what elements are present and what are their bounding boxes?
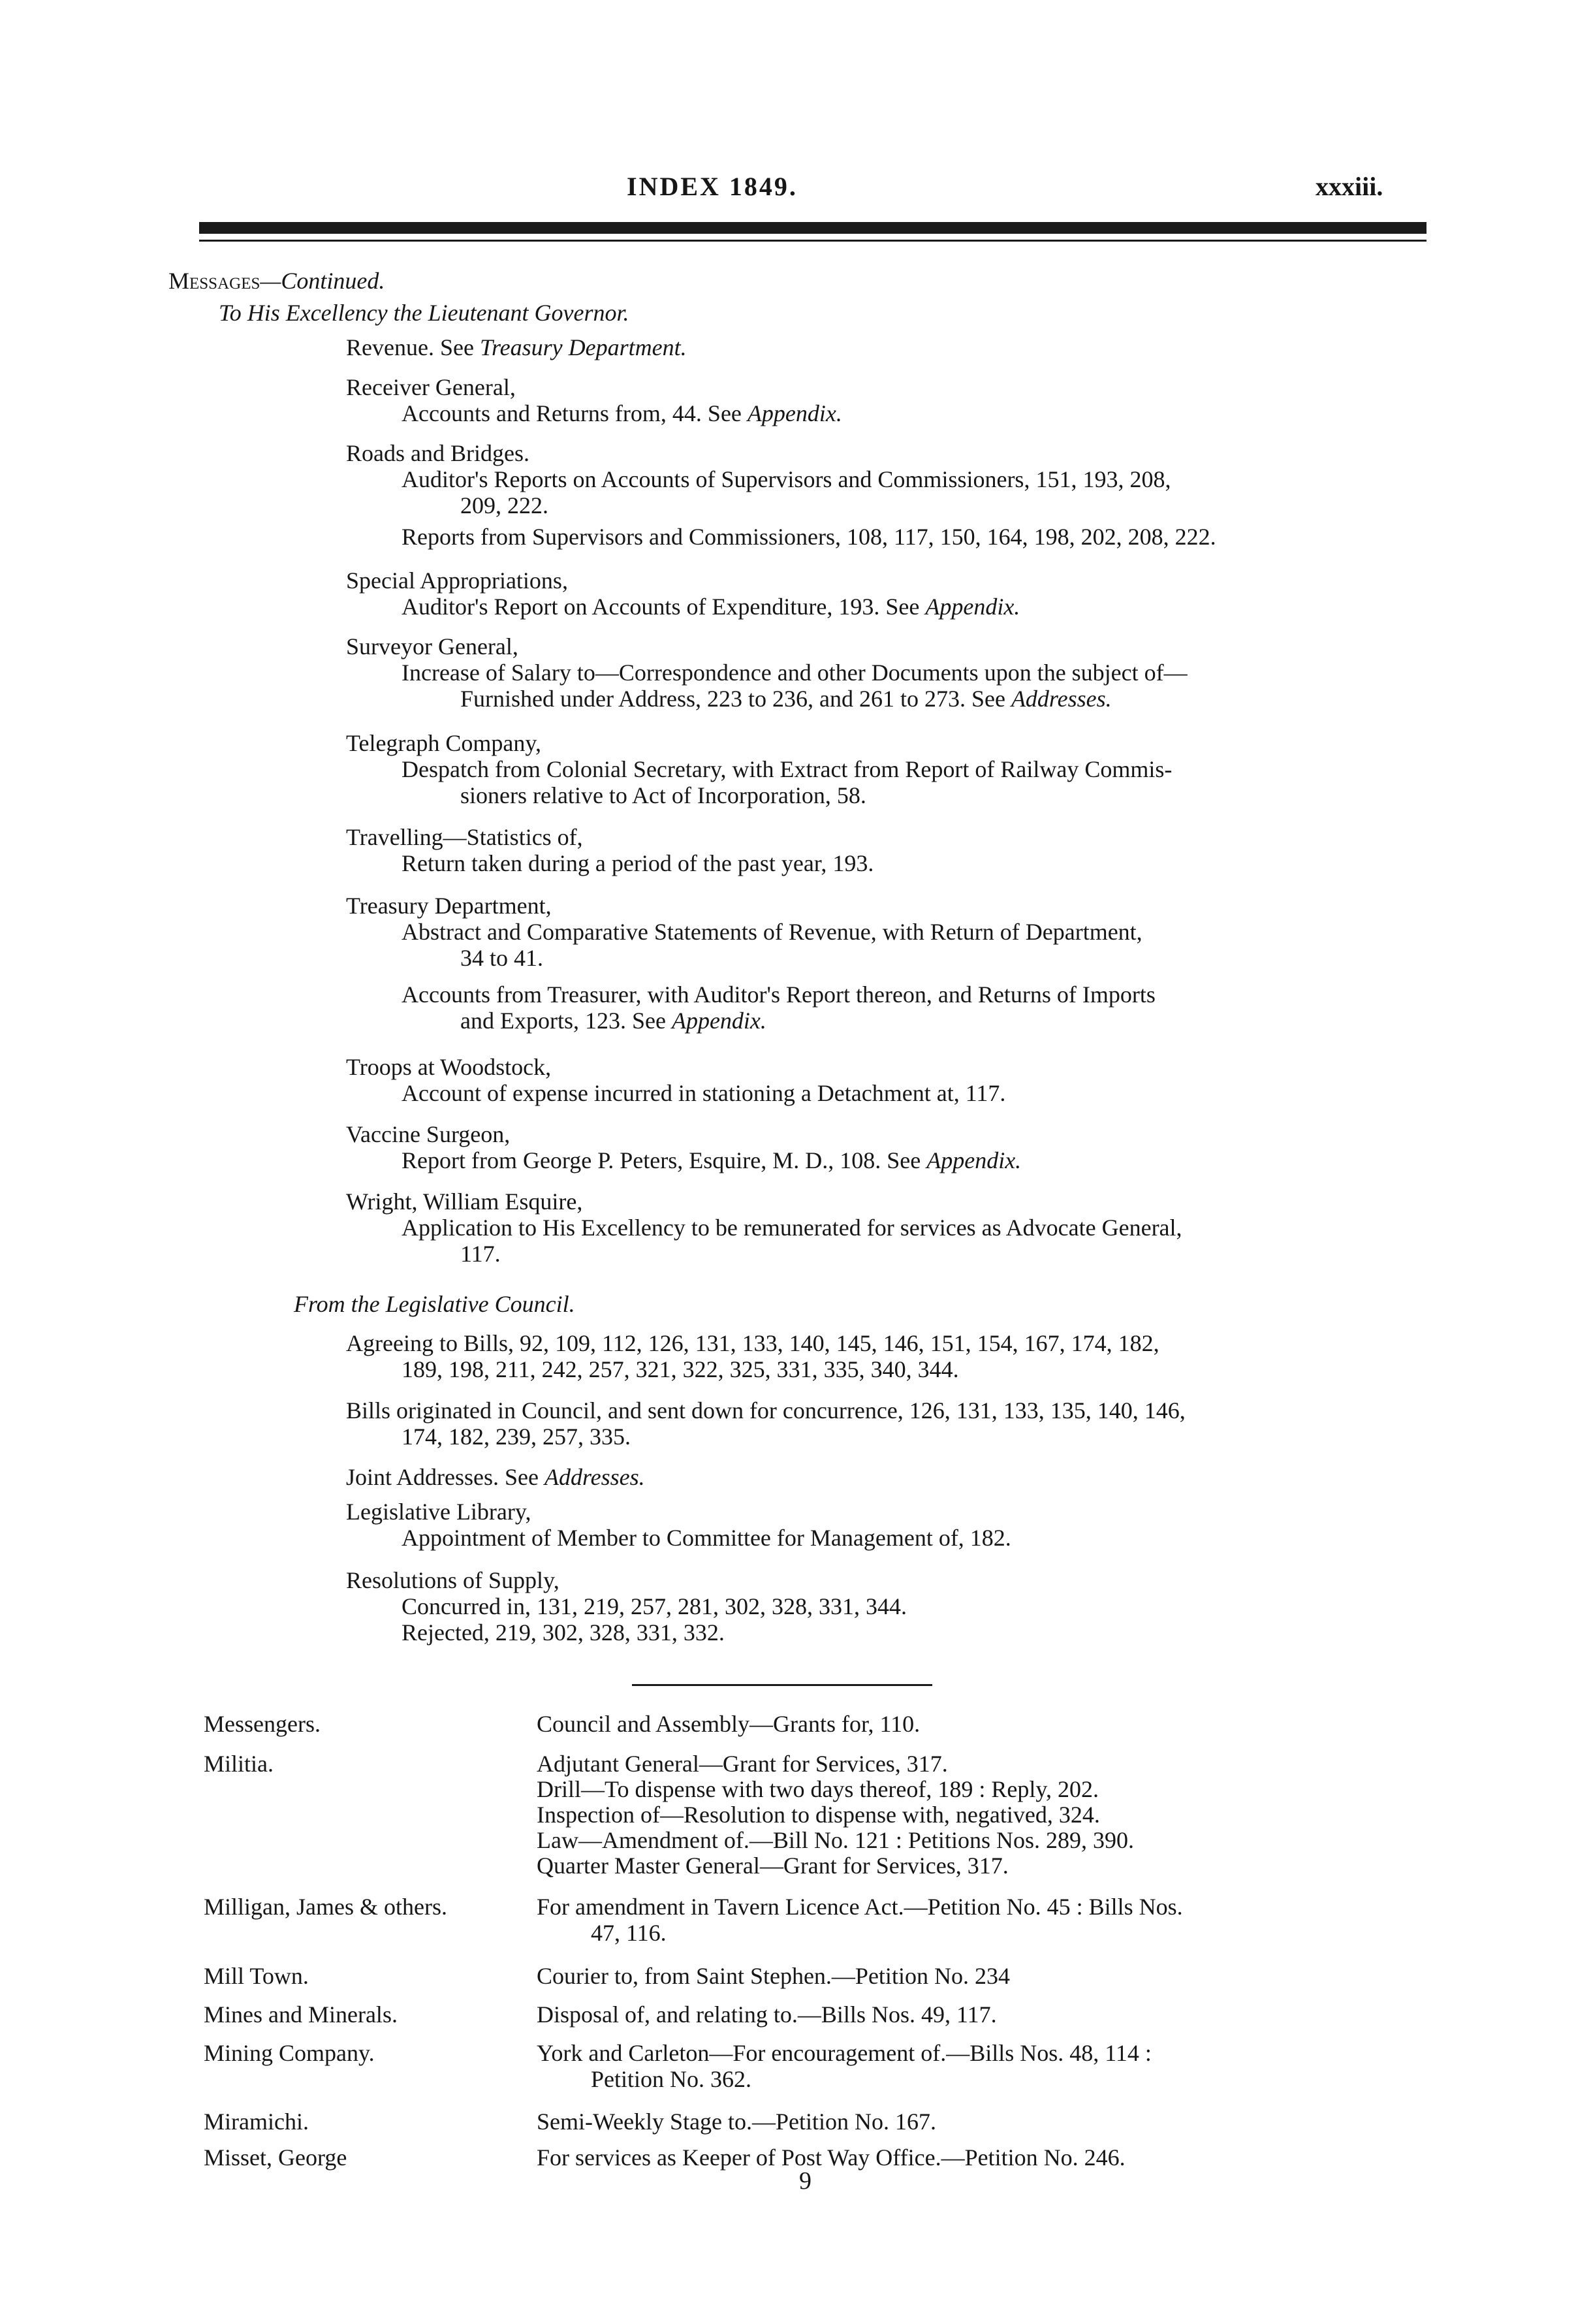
index-key: Misset, George xyxy=(204,2144,347,2171)
entry-line-continued: 117. xyxy=(460,1241,501,1267)
entry-line xyxy=(402,1147,1021,1173)
index-line: Quarter Master General—Grant for Services, 317. xyxy=(537,1853,1009,1879)
index-line: Courier to, from Saint Stephen.—Petition No. 234 xyxy=(537,1963,1010,1989)
entry-line: Accounts from Treasurer, with Auditor's Report thereon, and Returns of Imports xyxy=(402,981,1156,1008)
entry-title: Roads and Bridges. xyxy=(346,440,529,466)
entry-line-continued: 34 to 41. xyxy=(460,945,544,971)
index-line: For amendment in Tavern Licence Act.—Petition No. 45 : Bills Nos. xyxy=(537,1894,1183,1920)
index-key: Mining Company. xyxy=(204,2040,375,2066)
council-bills-line: Bills originated in Council, and sent down for concurrence, 126, 131, 133, 135, 140, 146, xyxy=(346,1397,1186,1424)
entry-line: Reports from Supervisors and Commissioners, 108, 117, 150, 164, 198, 202, 208, 222. xyxy=(402,524,1216,550)
index-key: Messengers. xyxy=(204,1711,321,1737)
roman-page-number: xxxiii. xyxy=(1316,172,1383,201)
entry-line-continued: 209, 222. xyxy=(460,492,548,518)
section-heading xyxy=(168,268,385,294)
entry-line: Application to His Excellency to be remunerated for services as Advocate General, xyxy=(402,1215,1182,1241)
running-title: INDEX 1849. xyxy=(627,172,798,201)
entry-line: Despatch from Colonial Secretary, with Extract from Report of Railway Commis- xyxy=(402,756,1173,782)
entry-line: Abstract and Comparative Statements of Revenue, with Return of Department, xyxy=(402,919,1143,945)
index-line-continued: Petition No. 362. xyxy=(591,2066,752,2092)
see-reference: Addresses. xyxy=(1011,686,1112,712)
see-reference: Appendix. xyxy=(747,400,842,426)
see-word: See xyxy=(707,400,742,426)
see-word: See xyxy=(439,334,474,360)
entry-text: Auditor's Report on Accounts of Expenditure, 193. xyxy=(402,594,880,620)
subheading-to-governor: To His Excellency the Lieutenant Governor. xyxy=(219,300,629,326)
entry-text: Joint Addresses. xyxy=(346,1464,499,1490)
index-line: York and Carleton—For encouragement of.—Bills Nos. 48, 114 : xyxy=(537,2040,1152,2066)
subheading-legislative-council: From the Legislative Council. xyxy=(294,1291,575,1317)
council-bills-continued: 174, 182, 239, 257, 335. xyxy=(402,1424,631,1450)
entry-text: Furnished under Address, 223 to 236, and 261 to 273. xyxy=(460,686,966,712)
section-heading-prefix: Messages xyxy=(168,268,260,294)
entry-line xyxy=(402,400,842,426)
index-line: Council and Assembly—Grants for, 110. xyxy=(537,1711,921,1737)
index-line: Inspection of—Resolution to dispense with, negatived, 324. xyxy=(537,1802,1100,1828)
index-line: Disposal of, and relating to.—Bills Nos. 49, 117. xyxy=(537,2001,997,2028)
entry-line-continued xyxy=(460,686,1112,712)
index-line-continued: 47, 116. xyxy=(591,1920,667,1946)
entry-line: Appointment of Member to Committee for Management of, 182. xyxy=(402,1525,1011,1551)
see-word: See xyxy=(505,1464,539,1490)
entry-text: Accounts and Returns from, 44. xyxy=(402,400,702,426)
entry-title: Surveyor General, xyxy=(346,633,518,660)
entry-line: Concurred in, 131, 219, 257, 281, 302, 328, 331, 344. xyxy=(402,1593,907,1619)
entry-line: Return taken during a period of the past year, 193. xyxy=(402,850,874,876)
entry-line xyxy=(402,594,1020,620)
entry-line: Increase of Salary to—Correspondence and other Documents upon the subject of— xyxy=(402,660,1188,686)
page-number: 9 xyxy=(799,2167,812,2195)
see-reference: Appendix. xyxy=(671,1008,766,1034)
header-rule-thin xyxy=(199,240,1426,242)
entry-text: Report from George P. Peters, Esquire, M. D., 108. xyxy=(402,1147,881,1173)
entry-line-continued: sioners relative to Act of Incorporation, 58. xyxy=(460,782,866,808)
entry-line-continued xyxy=(460,1008,766,1034)
council-agreeing-line: Agreeing to Bills, 92, 109, 112, 126, 131, 133, 140, 145, 146, 151, 154, 167, 174, 182, xyxy=(346,1330,1159,1356)
index-line: Semi-Weekly Stage to.—Petition No. 167. xyxy=(537,2109,937,2135)
see-reference: Appendix. xyxy=(926,1147,1022,1173)
entry-line: Auditor's Reports on Accounts of Supervisors and Commissioners, 151, 193, 208, xyxy=(402,466,1171,492)
entry-title: Vaccine Surgeon, xyxy=(346,1121,511,1147)
entry-label: Revenue. xyxy=(346,334,434,360)
section-heading-suffix: —Continued. xyxy=(260,268,385,294)
council-agreeing-continued: 189, 198, 211, 242, 257, 321, 322, 325, 331, 335, 340, 344. xyxy=(402,1356,959,1382)
index-key: Mines and Minerals. xyxy=(204,2001,398,2028)
see-reference: Appendix. xyxy=(925,594,1020,620)
index-key: Milligan, James & others. xyxy=(204,1894,447,1920)
index-line: For services as Keeper of Post Way Office.—Petition No. 246. xyxy=(537,2144,1126,2171)
index-line: Law—Amendment of.—Bill No. 121 : Petitions Nos. 289, 390. xyxy=(537,1827,1134,1853)
section-separator-rule xyxy=(632,1684,932,1686)
entry-title: Troops at Woodstock, xyxy=(346,1054,552,1080)
see-reference: Treasury Department. xyxy=(479,334,687,360)
entry-revenue xyxy=(346,334,687,360)
index-key: Militia. xyxy=(204,1751,274,1777)
entry-line: Rejected, 219, 302, 328, 331, 332. xyxy=(402,1619,725,1646)
see-word: See xyxy=(885,594,920,620)
entry-line: Account of expense incurred in stationing a Detachment at, 117. xyxy=(402,1080,1006,1106)
index-line: Drill—To dispense with two days thereof, 189 : Reply, 202. xyxy=(537,1776,1099,1802)
index-key: Mill Town. xyxy=(204,1963,309,1989)
see-reference: Addresses. xyxy=(544,1464,645,1490)
entry-title: Telegraph Company, xyxy=(346,730,542,756)
entry-title: Resolutions of Supply, xyxy=(346,1567,559,1593)
entry-title: Travelling—Statistics of, xyxy=(346,824,583,850)
see-word: See xyxy=(971,686,1005,712)
entry-title: Special Appropriations, xyxy=(346,567,568,594)
entry-title: Wright, William Esquire, xyxy=(346,1188,583,1215)
entry-text: and Exports, 123. xyxy=(460,1008,626,1034)
entry-title: Legislative Library, xyxy=(346,1499,531,1525)
entry-title: Treasury Department, xyxy=(346,893,552,919)
see-word: See xyxy=(887,1147,921,1173)
see-word: See xyxy=(631,1008,666,1034)
header-rule-thick xyxy=(199,222,1426,234)
council-joint-addresses xyxy=(346,1464,645,1490)
index-key: Miramichi. xyxy=(204,2109,309,2135)
entry-title: Receiver General, xyxy=(346,374,516,400)
index-line: Adjutant General—Grant for Services, 317. xyxy=(537,1751,948,1777)
